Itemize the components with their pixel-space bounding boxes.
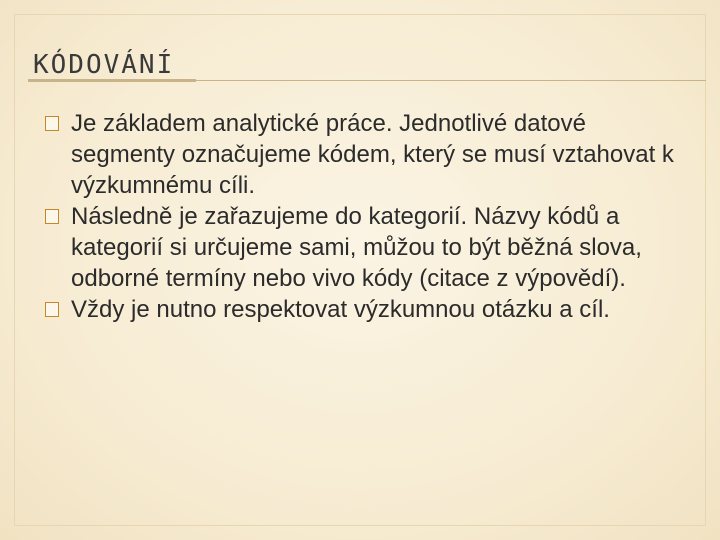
title-underline-accent xyxy=(28,79,196,82)
bullet-item xyxy=(45,294,695,325)
box-bullet-icon xyxy=(45,302,59,317)
bullet-text: Vždy je nutno respektovat výzkumnou otázku a cíl. xyxy=(71,296,610,323)
bullet-text: Následně je zařazujeme do kategorií. Názvy kódů a kategorií si určujeme sami, můžou to být běžná slova, odborné termíny nebo vivo kódy (citace z výpovědí). xyxy=(71,203,642,292)
bullet-item xyxy=(45,201,695,294)
slide-title: KÓDOVÁNÍ xyxy=(33,50,175,80)
box-bullet-icon xyxy=(45,209,59,224)
box-bullet-icon xyxy=(45,116,59,131)
bullet-item xyxy=(45,108,695,201)
bullet-list xyxy=(45,108,695,325)
bullet-text: Je základem analytické práce. Jednotlivé datové segmenty označujeme kódem, který se musí vztahovat k výzkumnému cíli. xyxy=(71,110,674,199)
